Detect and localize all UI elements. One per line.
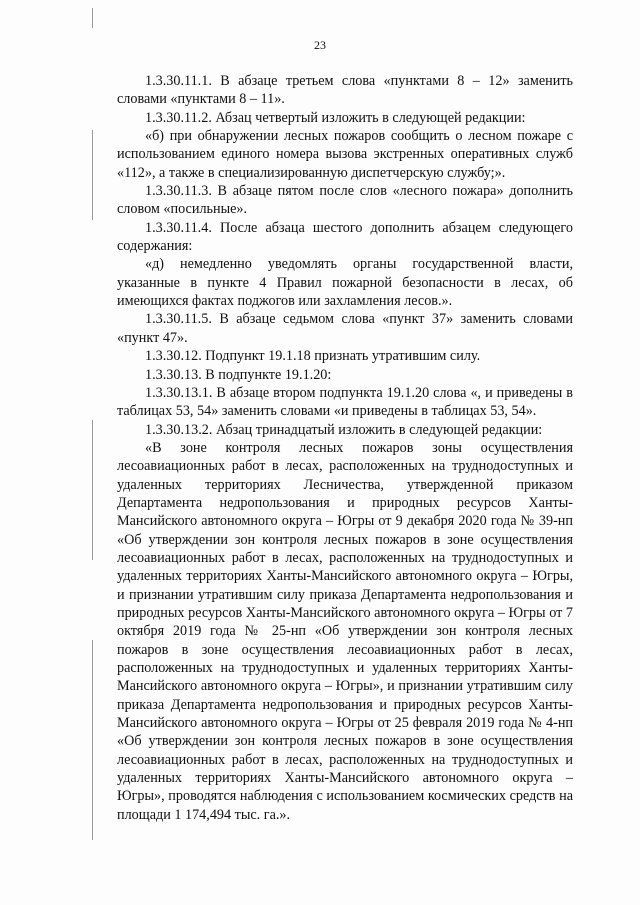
document-body <box>117 72 573 824</box>
paragraph-1-3-30-13: 1.3.30.13. В подпункте 19.1.20: <box>145 366 332 383</box>
paragraph-1-3-30-13-2: 1.3.30.13.2. Абзац тринадцатый изложить в следующей редакции: <box>145 421 543 438</box>
page-number: 23 <box>314 38 326 52</box>
paragraph-1-3-30-11-5: 1.3.30.11.5. В абзаце седьмом слова «пункт 37» заменить словами «пункт 47». <box>117 311 573 346</box>
paragraph-1-3-30-11-3: 1.3.30.11.3. В абзаце пятом после слов «лесного пожара» дополнить словом «посильные». <box>117 183 573 218</box>
scan-edge-mark <box>92 130 93 220</box>
scan-edge-mark <box>92 8 93 28</box>
paragraph-1-3-30-11-1: 1.3.30.11.1. В абзаце третьем слова «пунктами 8 – 12» заменить словами «пунктами 8 – 11». <box>117 73 573 108</box>
quoted-paragraph-d: «д) немедленно уведомлять органы государственной власти, указанные в пункте 4 Правил пожарной безопасности в лесах, об имеющихся фактах поджогов или захламления лесов.». <box>117 256 573 310</box>
paragraph-1-3-30-11-2: 1.3.30.11.2. Абзац четвертый изложить в следующей редакции: <box>145 109 526 126</box>
quoted-paragraph-fire-control-zone: «В зоне контроля лесных пожаров зоны осуществления лесоавиационных работ в лесах, расположенных на труднодоступных и удаленных территориях Лесничества, утвержденной приказом Департамента недропользования и природных ресурсов Ханты-Мансийского автономного округа – Югры от 9 декабря 2020 года № 39-нп «Об утверждении зон контроля лесных пожаров в зоне осуществления лесоавиационных работ в лесах, расположенных на труднодоступных и удаленных территориях Ханты-Мансийского автономного округа – Югры, и признании утратившим силу приказа Департамента недропользования и природных ресурсов Ханты-Мансийского автономного округа – Югры от 7 октября 2019 года № 25-нп «Об утверждении зон контроля лесных пожаров в зоне осуществления лесоавиационных работ в лесах, расположенных на труднодоступных и удаленных территориях Ханты-Мансийского автономного округа – Югры», и признании утратившим силу приказа Департамента недропользования и природных ресурсов Ханты-Мансийского автономного округа – Югры от 25 февраля 2019 года № 4-нп «Об утверждении зон контроля лесных пожаров в зоне осуществления лесоавиационных работ в лесах, расположенных на труднодоступных и удаленных территориях Ханты-Мансийского автономного округа – Югры», проводятся наблюдения с использованием космических средств на площади 1 174,494 тыс. га.». <box>117 439 573 823</box>
paragraph-1-3-30-11-4: 1.3.30.11.4. После абзаца шестого дополнить абзацем следующего содержания: <box>117 219 573 255</box>
paragraph-1-3-30-13-1: 1.3.30.13.1. В абзаце втором подпункта 19.1.20 слова «, и приведены в таблицах 53, 54» заменить словами «и приведены в таблицах 53, 54». <box>117 384 573 420</box>
scan-edge-mark <box>92 640 93 840</box>
quoted-paragraph-b: «б) при обнаружении лесных пожаров сообщить о лесном пожаре с использованием единого номера вызова экстренных оперативных служб «112», а также в специализированную диспетчерскую службу;». <box>117 128 573 181</box>
paragraph-1-3-30-12: 1.3.30.12. Подпункт 19.1.18 признать утратившим силу. <box>145 348 481 365</box>
scan-edge-mark <box>92 420 93 560</box>
